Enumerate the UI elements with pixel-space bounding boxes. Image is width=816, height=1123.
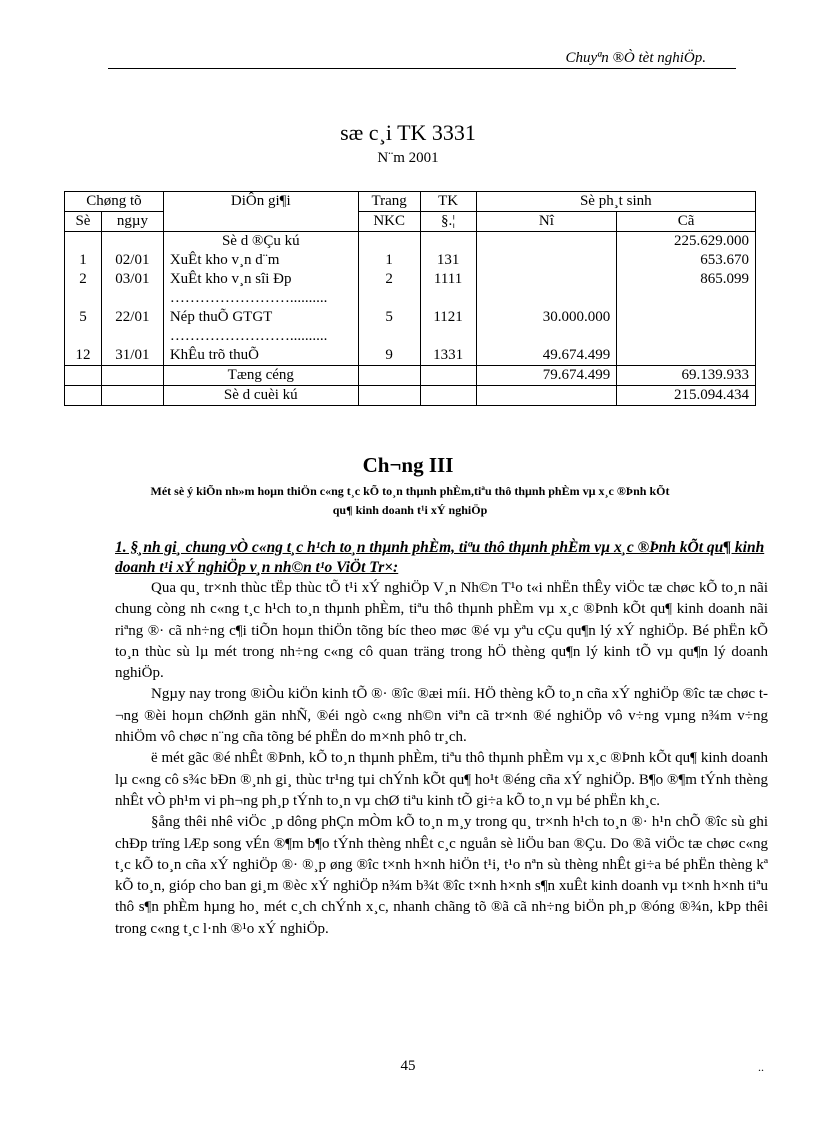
table-row bbox=[65, 327, 756, 346]
cell-co bbox=[617, 308, 756, 327]
cell-trang: 1 bbox=[358, 251, 420, 270]
chapter-subtitle: Mét sè ý kiÕn nh»m hoµn thiÖn c«ng t¸c kÕ to¸n thµnh phÈm,tiªu thô thµnh phÈm vµ x¸c ®Þnh kÕt qu¶ kinh doanh t¹i xÝ nghiÖp bbox=[150, 484, 670, 517]
col-so-phat-sinh: Sè ph¸t sinh bbox=[476, 192, 755, 212]
cell-no bbox=[476, 289, 617, 308]
cell-dien-giai: XuÊt kho v¸n d¨m bbox=[163, 251, 358, 270]
col-trang: Trang bbox=[358, 192, 420, 212]
col-nkc: NKC bbox=[358, 212, 420, 232]
cell-no: 49.674.499 bbox=[476, 346, 617, 366]
cell-so bbox=[65, 327, 102, 346]
ledger-table bbox=[64, 191, 756, 406]
paragraph: ë mét gãc ®é nhÊt ®Þnh, kÕ to¸n thµnh phÈm, tiªu thô thµnh phÈm vµ x¸c ®Þnh kÕt qu¶ kinh doanh lµ c«ng cô s¾c bÐn ®¸nh gi¸ thùc tr¹ng tµi chÝnh kÕt qu¶ ho¹t ®éng cña xÝ nghiÖp. B¶o ®¶m tÝnh thèng nhÊt vÒ ph¹m vi ph¬ng ph¸p tÝnh to¸n vµ chØ tiªu kinh tÕ gi÷a kÕ to¸n vµ bé phËn kh¸c. bbox=[115, 750, 768, 809]
running-header: Chuyªn ®Ò tèt nghiÖp. bbox=[565, 50, 706, 66]
body-text bbox=[115, 578, 768, 940]
header-rule bbox=[108, 68, 736, 69]
table-row bbox=[65, 308, 756, 327]
col-dien-giai: DiÔn gi¶i bbox=[163, 192, 358, 232]
col-ngay: ngµy bbox=[101, 212, 163, 232]
col-tk: TK bbox=[420, 192, 476, 212]
col-chung-tu: Chøng tõ bbox=[65, 192, 164, 212]
cell-so: 5 bbox=[65, 308, 102, 327]
cell-tk: 131 bbox=[420, 251, 476, 270]
footer-dots: .. bbox=[758, 1060, 764, 1074]
cell-so bbox=[65, 232, 102, 252]
cell-ngay: 22/01 bbox=[101, 308, 163, 327]
table-row bbox=[65, 232, 756, 252]
cell-so: 2 bbox=[65, 270, 102, 289]
paragraph: §ång thêi nhê viÖc ¸p dông phÇn mÒm kÕ to¸n m¸y trong qu¸ tr×nh h¹ch to¸n ®· h¹n chÕ ®îc sù ghi chÐp trïng lÆp song vÉn ®¶m b¶o tÝnh thèng nhÊt c¸c nguån sè liÖu ban ®Çu. Do ®ã viÖc tæ chøc c«ng t¸c kÕ to¸n cña xÝ nghiÖp ®· ®¸p øng ®îc t×nh h×nh hiÖn t¹i, t¹o nªn sù thèng nhÊt gi÷a bé phËn thèng kª kÕ to¸n, gióp cho ban gi¸m ®èc xÝ nghiÖp n¾m b¾t ®îc t×nh h×nh s¶n xuÊt kinh doanh vµ t×nh h×nh tiªu thô s¶n phÈm hµng ho¸ mét c¸ch chÝnh x¸c, nhanh chãng tõ ®ã cã nh÷ng biÖn ph¸p ®óng ®¾n, kÞp thêi trong c«ng t¸c l·nh ®¹o xÝ nghiÖp. bbox=[115, 814, 768, 937]
cell-tk bbox=[420, 327, 476, 346]
cell-dien-giai: KhÊu trõ thuÕ bbox=[163, 346, 358, 366]
chapter-title: Ch¬ng III bbox=[362, 453, 454, 477]
cell-ngay bbox=[101, 327, 163, 346]
cell-dien-giai: …………………….......... bbox=[163, 327, 358, 346]
closing-label: Sè d cuèi kú bbox=[163, 386, 358, 406]
ledger-year: N¨m 2001 bbox=[377, 150, 439, 166]
cell-no bbox=[476, 270, 617, 289]
paragraph: Qua qu¸ tr×nh thùc tËp thùc tÕ t¹i xÝ nghiÖp V¸n Nh©n T¹o t«i nhËn thÊy viÖc tæ chøc kÕ to¸n nãi chung còng nh c«ng t¸c h¹ch to¸n thµnh phÈm, tiªu thô thµnh phÈm vµ x¸c ®Þnh kÕt qu¶ kinh doanh nãi riªng ®· cã nh÷ng c¶i tiÕn hoµn thiÖn tõng bíc theo møc ®é vµ yªu cÇu qu¶n lý xÝ nghiÖp. Bé phËn kÕ to¸n thùc sù lµ mét trong nh÷ng c«ng cô quan träng trong hÖ thèng qu¶n lý kinh tÕ vµ qu¶n lý doanh nghiÖp. bbox=[115, 580, 768, 682]
cell-co bbox=[617, 346, 756, 366]
table-row bbox=[65, 270, 756, 289]
cell-dien-giai: Nép thuÕ GTGT bbox=[163, 308, 358, 327]
cell-trang: 9 bbox=[358, 346, 420, 366]
cell-co bbox=[617, 327, 756, 346]
cell-ngay: 02/01 bbox=[101, 251, 163, 270]
cell-trang bbox=[358, 289, 420, 308]
cell-ngay bbox=[101, 289, 163, 308]
cell-dien-giai: Sè d ®Çu kú bbox=[163, 232, 358, 252]
cell-so bbox=[65, 289, 102, 308]
closing-co: 215.094.434 bbox=[617, 386, 756, 406]
cell-trang: 5 bbox=[358, 308, 420, 327]
col-no: Nî bbox=[476, 212, 617, 232]
total-label: Tæng céng bbox=[163, 366, 358, 386]
total-no: 79.674.499 bbox=[476, 366, 617, 386]
page-number: 45 bbox=[400, 1058, 416, 1074]
col-doi-ung: §.¦ bbox=[420, 212, 476, 232]
cell-ngay: 31/01 bbox=[101, 346, 163, 366]
col-so: Sè bbox=[65, 212, 102, 232]
cell-no bbox=[476, 232, 617, 252]
total-co: 69.139.933 bbox=[617, 366, 756, 386]
section-heading: 1. §¸nh gi¸ chung vÒ c«ng t¸c h¹ch to¸n thµnh phÈm, tiªu thô thµnh phÈm vµ x¸c ®Þnh kÕt qu¶ kinh doanh t¹i xÝ nghiÖp v¸n nh©n t¹o ViÖt Tr×: bbox=[115, 539, 765, 576]
table-row bbox=[65, 289, 756, 308]
cell-co bbox=[617, 289, 756, 308]
cell-so: 1 bbox=[65, 251, 102, 270]
col-co: Cã bbox=[617, 212, 756, 232]
cell-ngay: 03/01 bbox=[101, 270, 163, 289]
cell-no bbox=[476, 251, 617, 270]
cell-so: 12 bbox=[65, 346, 102, 366]
cell-co: 865.099 bbox=[617, 270, 756, 289]
cell-no: 30.000.000 bbox=[476, 308, 617, 327]
cell-co: 225.629.000 bbox=[617, 232, 756, 252]
cell-trang bbox=[358, 232, 420, 252]
cell-trang: 2 bbox=[358, 270, 420, 289]
cell-tk bbox=[420, 289, 476, 308]
table-row bbox=[65, 346, 756, 366]
closing-balance-row bbox=[65, 386, 756, 406]
paragraph: Ngµy nay trong ®iÒu kiÖn kinh tÕ ®· ®îc ®æi míi. HÖ thèng kÕ to¸n cña xÝ nghiÖp ®îc tæ chøc t¬ng ®èi hoµn chØnh gän nhÑ, ®éi ngò c«ng nh©n viªn cã tr×nh ®é nghiÖp vô v÷ng vµng n¾m v÷ng nhiÖm vô chøc n¨ng cña tõng bé phËn do m×nh phô tr¸ch. bbox=[115, 686, 768, 746]
total-row bbox=[65, 366, 756, 386]
cell-trang bbox=[358, 327, 420, 346]
ledger-title: sæ c¸i TK 3331 bbox=[340, 120, 476, 145]
cell-tk bbox=[420, 232, 476, 252]
cell-tk: 1331 bbox=[420, 346, 476, 366]
cell-ngay bbox=[101, 232, 163, 252]
cell-dien-giai: XuÊt kho v¸n sîi Ðp bbox=[163, 270, 358, 289]
cell-co: 653.670 bbox=[617, 251, 756, 270]
cell-tk: 1121 bbox=[420, 308, 476, 327]
cell-tk: 1111 bbox=[420, 270, 476, 289]
cell-dien-giai: …………………….......... bbox=[163, 289, 358, 308]
cell-no bbox=[476, 327, 617, 346]
table-row bbox=[65, 251, 756, 270]
